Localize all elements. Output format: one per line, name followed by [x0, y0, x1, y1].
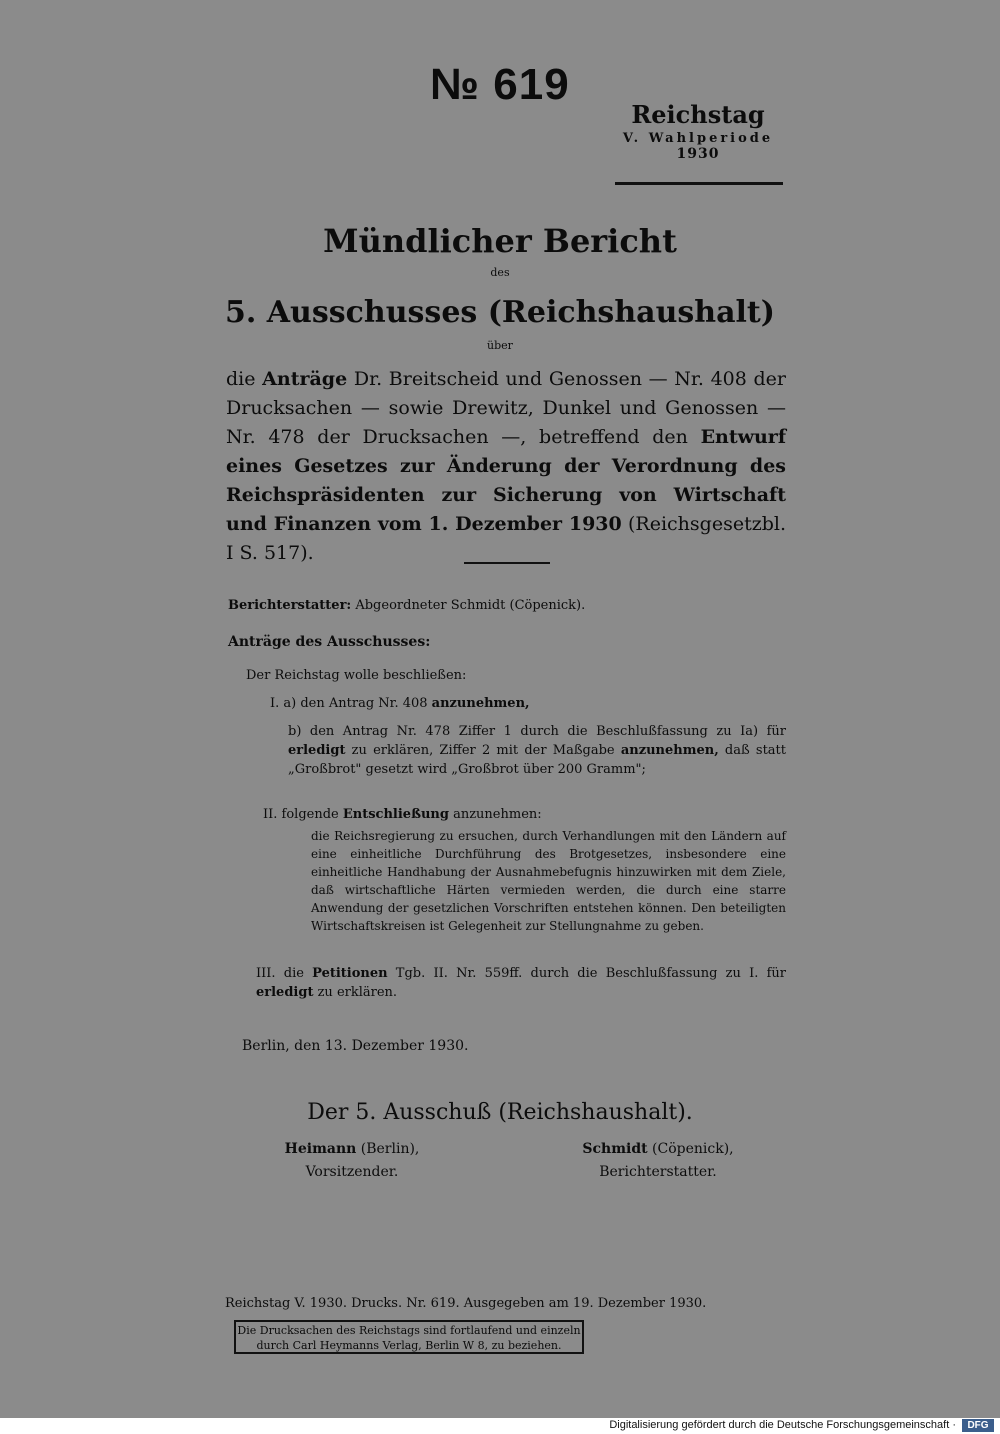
signature-reporter [568, 1138, 748, 1184]
dateline: Berlin, den 13. Dezember 1930. [242, 1038, 469, 1054]
subject-text-1: die [226, 368, 263, 390]
footer-box [234, 1320, 584, 1354]
dfg-logo-icon: DFG [962, 1419, 994, 1432]
signature-chair [262, 1138, 442, 1184]
subject-text-3: (Reichsgesetzbl. I S. 517). [226, 513, 786, 564]
motion-3 [256, 964, 786, 1002]
motion-3-bold-2: erledigt [256, 985, 314, 1000]
motion-2-body: die Reichsregierung zu ersuchen, durch Verhandlungen mit den Ländern auf eine einheitliche Durchführung des Brotgesetzes, insbesondere eine einheitliche Handhabung der Ausnahmebefugnis hinzuwirken mit dem Ziele, daß wirtschaftliche Härten vermieden werden, die durch eine starre Anwendung der gesetzlichen Vorschriften entstehen können. Den beteiligten Wirtschaftskreisen ist Gelegenheit zur Stellungnahme zu geben. [311, 829, 786, 933]
ueber-label: über [487, 339, 513, 352]
motion-3-text-3: zu erklären. [313, 985, 398, 1000]
motion-2 [263, 805, 542, 824]
motion-3-text-2: Tgb. II. Nr. 559ff. durch die Beschlußfassung zu I. für [387, 966, 786, 981]
reichstag-header [612, 100, 784, 162]
signature-reporter-role: Berichterstatter. [599, 1164, 717, 1180]
motion-1b-text-3: daß statt „Großbrot" gesetzt wird „Großbrot über 200 Gramm"; [288, 743, 786, 777]
motion-3-bold-1: Petitionen [312, 966, 388, 981]
signature-reporter-name: Schmidt [582, 1141, 648, 1157]
footer-box-line-1: Die Drucksachen des Reichstags sind fortlaufend und einzeln [237, 1324, 581, 1337]
motion-1b-bold-1: erledigt [288, 743, 346, 758]
motion-1a-text: I. a) den Antrag Nr. 408 [270, 696, 432, 711]
motion-2-prefix: II. folgende [263, 807, 343, 822]
header-rule [615, 182, 783, 185]
motion-2-suffix: anzunehmen: [448, 807, 542, 822]
reporter-label: Berichterstatter: [228, 598, 352, 613]
footer-line: Reichstag V. 1930. Drucks. Nr. 619. Ausgegeben am 19. Dezember 1930. [225, 1296, 707, 1311]
period-label: V. Wahlperiode [622, 131, 774, 146]
signature-reporter-place: (Cöpenick), [647, 1141, 734, 1157]
motion-2-bold: Entschließung [342, 807, 449, 822]
year-label: 1930 [676, 146, 720, 162]
committee-title: 5. Ausschusses (Reichshaushalt) [225, 295, 775, 330]
motion-1b-text-1: b) den Antrag Nr. 478 Ziffer 1 durch die Beschlußfassung zu Ia) für [288, 724, 786, 739]
subject-text-2: Dr. Breitscheid und Genossen — Nr. 408 der Drucksachen — sowie Drewitz, Dunkel und Genossen — Nr. 478 der Drucksachen —, betreffend den [226, 368, 787, 448]
report-title: Mündlicher Bericht [323, 222, 677, 260]
reporter-line [228, 598, 585, 613]
subject-entwurf: Entwurf eines Gesetzes zur Änderung der Verordnung des Reichspräsidenten zur Sicherung von Wirtschaft und Finanzen vom 1. Dezember 1930 [226, 426, 786, 535]
motion-1a-bold: anzunehmen, [431, 696, 530, 711]
motion-1b-bold-2: anzunehmen, [620, 743, 719, 758]
motions-intro: Der Reichstag wolle beschließen: [246, 668, 467, 683]
motion-1b-text-2: zu erklären, Ziffer 2 mit der Maßgabe [345, 743, 621, 758]
motions-heading: Anträge des Ausschusses: [228, 634, 431, 650]
signature-chair-name: Heimann [284, 1141, 357, 1157]
footer-box-line-2: durch Carl Heymanns Verlag, Berlin W 8, zu beziehen. [256, 1339, 562, 1352]
separator-rule [464, 562, 550, 564]
digitization-credit: Digitalisierung gefördert durch die Deutsche Forschungsgemeinschaft · [609, 1419, 956, 1431]
reichstag-label: Reichstag [631, 100, 765, 129]
motion-3-text-1: III. die [256, 966, 313, 981]
signing-committee: Der 5. Ausschuß (Reichshaushalt). [307, 1100, 693, 1125]
subject-paragraph [226, 365, 786, 568]
signature-chair-place: (Berlin), [356, 1141, 420, 1157]
motion-1a [270, 694, 530, 713]
signature-chair-role: Vorsitzender. [305, 1164, 399, 1180]
reporter-value: Abgeordneter Schmidt (Cöpenick). [351, 598, 586, 613]
des-label: des [490, 266, 510, 279]
document-number: № 619 [430, 60, 570, 109]
motion-1b [288, 722, 786, 779]
subject-antraege: Anträge [262, 368, 348, 390]
